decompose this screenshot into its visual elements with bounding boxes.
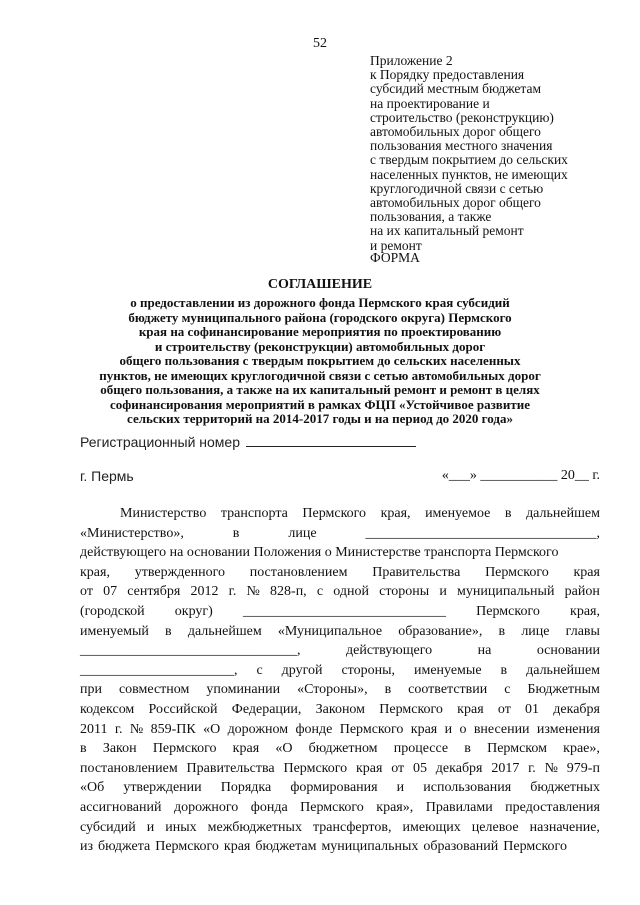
registration-number — [80, 434, 416, 450]
body-word: дальнейшем — [526, 506, 600, 521]
body-line — [80, 759, 600, 779]
appendix-header — [370, 54, 568, 253]
body-word: транспорта — [220, 506, 288, 521]
subtitle-line: и строительству (реконструкции) автомобильных дорог — [154, 338, 486, 354]
body-word: бюджетных — [530, 780, 600, 796]
body-word: в — [384, 682, 392, 698]
appendix-line: к Порядку предоставления — [370, 67, 525, 83]
body-line — [80, 778, 600, 798]
appendix-line: населенных пунктов, не имеющих — [370, 166, 568, 182]
body-word: Законом — [315, 701, 366, 717]
body-word: от — [80, 584, 93, 600]
body-word: муниципальный — [457, 584, 555, 600]
body-word: края, — [80, 564, 110, 580]
body-line — [80, 641, 600, 661]
body-line — [80, 563, 600, 583]
body-word: с — [504, 682, 511, 698]
body-word: бюджета — [98, 839, 151, 855]
body-word: края — [355, 760, 383, 776]
body-word: Пермского — [339, 721, 404, 737]
body-word: № — [246, 584, 260, 600]
body-word: округ) — [174, 603, 213, 619]
body-word: «Министерство», — [80, 525, 184, 541]
body-word: с — [316, 584, 324, 600]
body-word: 828-п, — [270, 584, 307, 600]
body-line — [80, 818, 600, 838]
body-word: именуемые — [413, 662, 482, 678]
body-word: дорожном — [227, 721, 289, 737]
body-line — [80, 739, 600, 759]
body-word: трансфертов, — [312, 819, 392, 835]
body-word: г. — [528, 760, 536, 776]
body-word: образование», — [398, 623, 483, 639]
body-line — [80, 602, 600, 622]
body-word: на — [477, 643, 492, 659]
body-word: фонда — [250, 799, 288, 815]
body-word: район — [564, 584, 600, 600]
body-word: Министерство — [120, 506, 207, 521]
body-word: 05 — [412, 760, 427, 776]
body-word: иных — [165, 819, 197, 835]
body-word: 01 — [525, 701, 540, 717]
subtitle-line: края на софинансирование мероприятия по проектированию — [138, 324, 502, 339]
body-word: лице — [521, 623, 550, 639]
body-word: края», — [376, 799, 414, 815]
body-word: использования — [423, 780, 512, 796]
body-word: № — [544, 760, 558, 776]
body-word: «О — [203, 721, 221, 737]
body-word: именуемый — [80, 623, 149, 639]
body-word: упоминании — [206, 682, 281, 698]
body-line — [80, 524, 600, 544]
body-word: с — [256, 662, 263, 678]
body-line — [80, 837, 600, 857]
form-label: ФОРМА — [370, 250, 420, 265]
body-word: и — [439, 584, 447, 600]
body-word: фонде — [295, 721, 333, 737]
appendix-line: пользования, а также — [370, 209, 492, 225]
body-word: ______________________, — [80, 662, 238, 678]
body-word: одной — [333, 584, 369, 600]
body-line — [80, 582, 600, 602]
body-word: края, — [380, 506, 411, 521]
body-word: 859-ПК — [150, 721, 196, 737]
subtitle-line: сельских территорий на 2014-2017 годы и на период до 2020 года» — [127, 411, 513, 426]
appendix-line: Приложение 2 — [370, 53, 453, 68]
document-subtitle — [80, 296, 560, 427]
body-word: о — [459, 721, 467, 737]
subtitle-line: бюджету муниципального района (городского округа) Пермского — [128, 309, 512, 325]
body-word: Бюджетным — [527, 682, 600, 698]
body-word: ассигнований — [80, 799, 162, 815]
body-word: Пермского — [379, 701, 443, 717]
appendix-line: круглогодичной связи с сетью — [370, 180, 544, 196]
registration-blank — [246, 434, 416, 447]
city-label: г. Пермь — [80, 468, 134, 484]
body-word: другой — [281, 662, 323, 678]
body-word: бюджетам — [255, 839, 317, 855]
body-word: от — [391, 760, 405, 776]
body-line — [80, 622, 600, 642]
body-word: предоставления — [505, 799, 600, 815]
appendix-line: на их капитальный ремонт — [370, 223, 524, 239]
body-word: назначение, — [529, 819, 600, 835]
body-word: межбюджетных — [207, 819, 302, 835]
body-word: муниципальных — [321, 839, 419, 855]
body-word: края — [232, 741, 260, 757]
body-word: Федерации, — [231, 701, 302, 717]
body-word: образований — [423, 839, 499, 855]
body-line — [80, 798, 600, 818]
body-line — [80, 720, 600, 740]
body-word: субсидий — [80, 819, 136, 835]
appendix-line: строительство (реконструкцию) — [370, 109, 554, 125]
agreement-body — [80, 504, 600, 857]
body-word: декабря — [553, 701, 600, 717]
subtitle-line: общего пользования с твердым покрытием до сельских населенных — [119, 353, 521, 368]
body-word: Пермского — [485, 564, 549, 580]
body-word: и — [444, 721, 453, 737]
body-word: Пермского — [300, 799, 364, 815]
subtitle-line: пунктов, не имеющих круглогодичной связи с сетью автомобильных дорог — [99, 367, 541, 383]
registration-label: Регистрационный номер — [80, 434, 240, 450]
body-word: 2011 — [80, 721, 108, 737]
body-word: края — [457, 701, 484, 717]
body-word: утверждении — [123, 780, 202, 796]
body-word: именуемое — [425, 506, 491, 521]
body-word: _____________________________ — [242, 603, 446, 619]
body-word: Правительства — [186, 760, 275, 776]
subtitle-line: общего пользования, а также на их капитальный ремонт и ремонт в целях — [100, 382, 540, 397]
appendix-line: и ремонт — [370, 237, 422, 253]
appendix-line: автомобильных дорог общего — [370, 195, 541, 211]
body-word: «Муниципальное — [277, 623, 383, 639]
body-word: в — [498, 623, 506, 639]
body-word: Порядка — [220, 780, 272, 796]
body-word: главы — [565, 623, 600, 639]
appendix-line: субсидий местным бюджетам — [370, 81, 542, 97]
body-word: _______________________________, — [80, 643, 301, 659]
body-word: 2012 — [190, 584, 219, 600]
body-word: процессе — [393, 741, 449, 757]
body-word: 2017 — [491, 760, 520, 776]
body-word: крае», — [563, 741, 600, 757]
body-word: декабря — [435, 760, 483, 776]
body-word: действующего — [345, 643, 433, 659]
body-word: Правительства — [372, 564, 461, 580]
body-word: (городской — [80, 603, 145, 619]
body-word: внесении — [473, 721, 530, 737]
body-word: Пермского — [283, 760, 348, 776]
body-word: и — [396, 780, 405, 796]
page-number: 52 — [313, 36, 327, 51]
body-word: в — [232, 525, 240, 541]
body-word: лице — [288, 525, 317, 541]
body-word: имеющих — [402, 819, 461, 835]
body-word: стороны — [379, 584, 430, 600]
body-word: в — [464, 741, 471, 757]
body-word: Пермского — [152, 741, 217, 757]
subtitle-line: софинансирования мероприятий в рамках ФЦП «Устойчивое развитие — [110, 396, 530, 412]
body-word: края — [573, 564, 600, 580]
body-word: бюджетном — [308, 741, 378, 757]
body-word: основании — [536, 643, 600, 659]
appendix-line: пользования местного значения — [370, 138, 553, 154]
body-word: дальнейшем — [187, 623, 262, 639]
body-word: в — [500, 662, 508, 678]
body-word: в — [165, 623, 172, 639]
document-title: СОГЛАШЕНИЕ — [267, 277, 373, 292]
body-word: 979-п — [566, 760, 600, 776]
body-line — [80, 700, 600, 720]
body-word: соответствии — [408, 682, 488, 698]
subtitle-line: о предоставлении из дорожного фонда Пермского края субсидий — [130, 295, 510, 310]
body-word: г. — [114, 721, 123, 737]
body-word: № — [129, 721, 144, 737]
body-word: сентября — [127, 584, 181, 600]
body-word: Пермском — [487, 741, 547, 757]
body-word: кодексом — [80, 701, 135, 717]
body-word: _________________________________, — [365, 525, 600, 541]
body-word: изменения — [536, 721, 600, 737]
body-word: и — [146, 819, 155, 835]
body-word: стороны, — [341, 662, 395, 678]
body-word: совместном — [118, 682, 190, 698]
body-word: Закон — [102, 741, 137, 757]
body-word: утвержденного — [134, 564, 225, 580]
body-line — [80, 680, 600, 700]
body-word: действующего на основании Положения о Министерстве транспорта Пермского — [80, 545, 559, 561]
appendix-line: автомобильных дорог общего — [370, 124, 541, 140]
body-word: дальнейшем — [526, 662, 600, 678]
body-word: формирования — [290, 780, 378, 796]
body-word: Правилами — [425, 799, 493, 815]
body-word: Пермского — [155, 839, 219, 855]
body-line — [80, 504, 600, 524]
body-word: от — [497, 701, 511, 717]
body-word: г. — [228, 584, 237, 600]
body-word: при — [80, 682, 102, 698]
body-word: края — [410, 721, 438, 737]
body-word: Российской — [148, 701, 218, 717]
body-word: из — [80, 839, 94, 855]
body-word: целевое — [471, 819, 519, 835]
body-line — [80, 661, 600, 681]
body-word: в — [504, 506, 512, 521]
date-field: «___» ___________ 20__ г. — [441, 468, 600, 483]
body-word: края — [223, 839, 251, 855]
body-word: 07 — [103, 584, 118, 600]
body-word: постановлением — [249, 564, 348, 580]
body-word: «Стороны», — [297, 682, 368, 698]
body-word: Пермского — [476, 603, 540, 619]
body-word: Пермского — [302, 506, 367, 521]
body-word: постановлением — [80, 760, 178, 776]
body-word: в — [80, 741, 87, 757]
appendix-line: с твердым покрытием до сельских — [370, 152, 568, 168]
body-line — [80, 543, 600, 563]
appendix-line: на проектирование и — [370, 95, 490, 111]
body-word: Пермского — [503, 839, 567, 855]
body-word: дорожного — [173, 799, 239, 815]
body-word: «Об — [80, 780, 105, 796]
body-word: «О — [275, 741, 293, 757]
body-word: края, — [570, 603, 600, 619]
